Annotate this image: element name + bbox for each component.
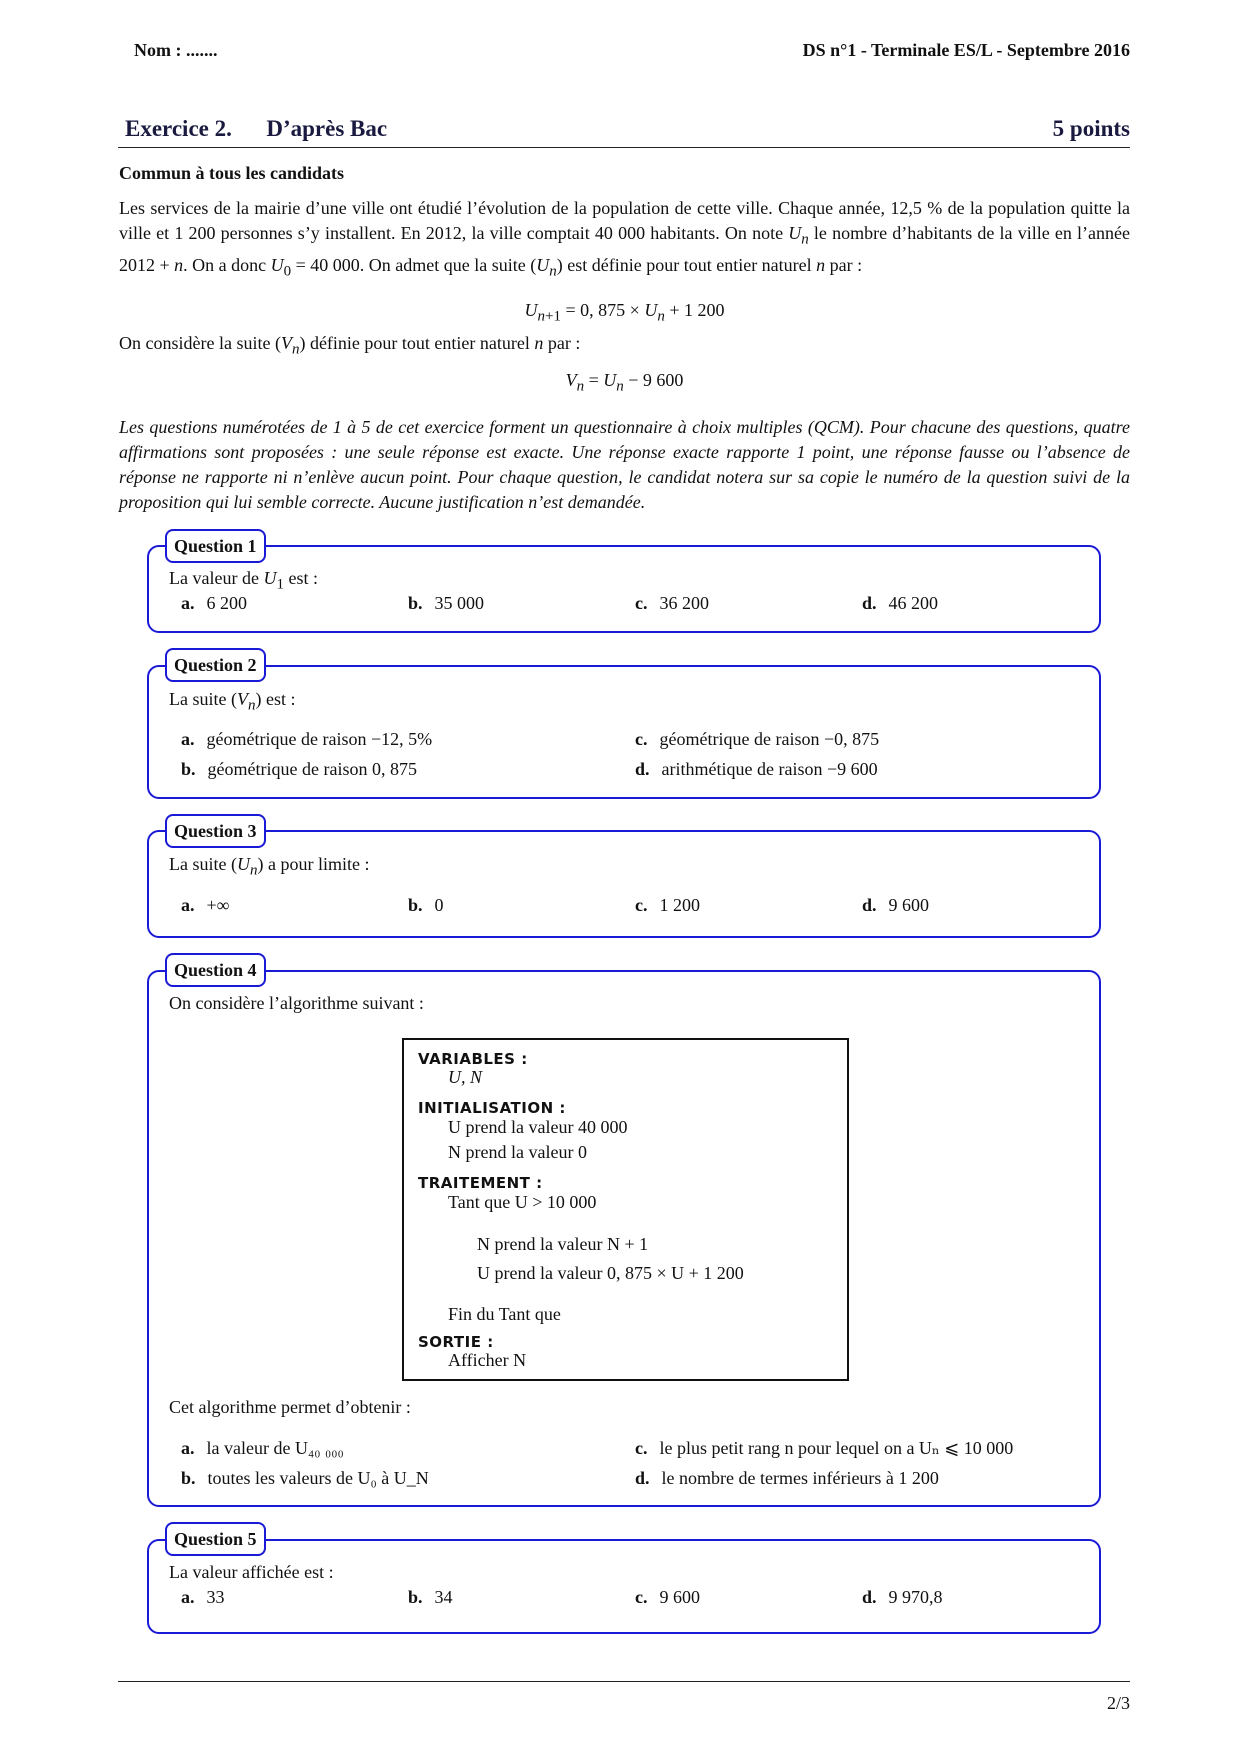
question-4-text: On considère l’algorithme suivant : [169,993,424,1013]
question-4-label: Question 4 [165,953,266,987]
test-title: DS n°1 - Terminale ES/L - Septembre 2016 [802,40,1130,60]
question-5-label: Question 5 [165,1522,266,1556]
question-3-box [147,830,1101,938]
footer-rule [118,1681,1130,1682]
intro-paragraph: Les services de la mairie d’une ville ont étudié l’évolution de la population de cette ville. Chaque année, 12,5 % de la population quitte la ville et 1 200 personnes s’y installent. En 2012, la ville comptait 40 000 habitants. On note $U_n$ le nombre d’habitants de la ville en l’année 2012 + n. On a donc $U_0 = 40$ 000. On admet que la suite $(U_n)$ est définie pour tout entier naturel n par : [119,198,1130,280]
question-4-option-c[interactable]: c. le plus petit rang n pour lequel on a Uₙ ⩽ 10 000 [635,1438,1014,1458]
question-2-text: La suite $(V_n)$ est : [169,689,296,714]
question-2-option-c[interactable]: c. géométrique de raison −0, 875 [635,729,880,749]
algo-end-while: Fin du Tant que [448,1304,561,1324]
question-5-box [147,1539,1101,1634]
question-3-text: La suite $(U_n)$ a pour limite : [169,854,370,879]
question-5-option-d[interactable]: d. 9 970,8 [862,1587,943,1607]
question-2-label: Question 2 [165,648,266,682]
question-1-option-c[interactable]: c. 36 200 [635,593,709,613]
question-4-option-a[interactable]: a. la valeur de U₄₀ ₀₀₀ [181,1438,344,1458]
algo-output: Afficher N [448,1350,527,1370]
question-3-option-c[interactable]: c. 1 200 [635,895,700,915]
question-3-label: Question 3 [165,814,266,848]
question-2-option-d[interactable]: d. arithmétique de raison −9 600 [635,759,878,779]
question-3-option-a[interactable]: a. +∞ [181,895,230,915]
algo-init-line-2: N prend la valeur 0 [448,1142,587,1162]
algo-variables-keyword: VARIABLES : [418,1050,528,1068]
question-1-label: Question 1 [165,529,266,563]
qcm-instructions: Les questions numérotées de 1 à 5 de cet exercice forment un questionnaire à choix multiples (QCM). Pour chacune des questions, quatre affirmations sont proposées : une seule réponse est exacte. Une réponse exacte rapporte 1 point, une réponse fausse ou l’absence de réponse ne rapporte ni n’enlève aucun point. Pour chaque question, le candidat notera sur sa copie le numéro de la question suivi de la proposition qui lui semble correcte. Aucune justification n’est demandée. [119,417,1130,512]
vn-definition: On considère la suite $(V_n)$ définie pour tout entier naturel n par : [119,333,581,358]
exercise-title: Exercice 2. D’après Bac [125,116,388,141]
question-5-option-b[interactable]: b. 34 [408,1587,453,1607]
algo-while: Tant que U > 10 000 [448,1192,597,1212]
question-5-text: La valeur affichée est : [169,1562,334,1582]
algo-output-keyword: SORTIE : [418,1333,494,1351]
title-rule [118,147,1130,148]
question-2-option-a[interactable]: a. géométrique de raison −12, 5% [181,729,433,749]
question-3-option-b[interactable]: b. 0 [408,895,444,915]
vn-formula: $V_n = U_n - 9$ 600 [565,370,684,395]
question-4-option-b[interactable]: b. toutes les valeurs de U₀ à U_N [181,1468,429,1488]
exercise-subtitle: Commun à tous les candidats [119,163,345,183]
algo-body-line-2: U prend la valeur 0, 875 × U + 1 200 [477,1263,744,1283]
algo-body-line-1: N prend la valeur N + 1 [477,1234,649,1254]
algo-init-keyword: INITIALISATION : [418,1099,566,1117]
recurrence-formula: $U_{n+1} = 0$, $875 \times U_n + 1$ 200 [524,300,725,325]
student-name-field: Nom : ....... [134,40,218,60]
question-5-option-a[interactable]: a. 33 [181,1587,225,1607]
algo-processing-keyword: TRAITEMENT : [418,1174,543,1192]
question-1-option-a[interactable]: a. 6 200 [181,593,247,613]
algo-variables: U, N [448,1067,483,1087]
question-2-option-b[interactable]: b. géométrique de raison 0, 875 [181,759,417,779]
question-1-option-d[interactable]: d. 46 200 [862,593,939,613]
question-3-option-d[interactable]: d. 9 600 [862,895,930,915]
question-1-text: La valeur de $U_1$ est : [169,568,318,593]
question-4-option-d[interactable]: d. le nombre de termes inférieurs à 1 200 [635,1468,939,1488]
algo-init-line-1: U prend la valeur 40 000 [448,1117,628,1137]
algorithm-box [402,1038,849,1381]
question-4-after-text: Cet algorithme permet d’obtenir : [169,1397,411,1417]
exercise-points: 5 points [1052,116,1130,141]
question-1-option-b[interactable]: b. 35 000 [408,593,485,613]
page-number: 2/3 [1106,1693,1130,1713]
question-5-option-c[interactable]: c. 9 600 [635,1587,700,1607]
